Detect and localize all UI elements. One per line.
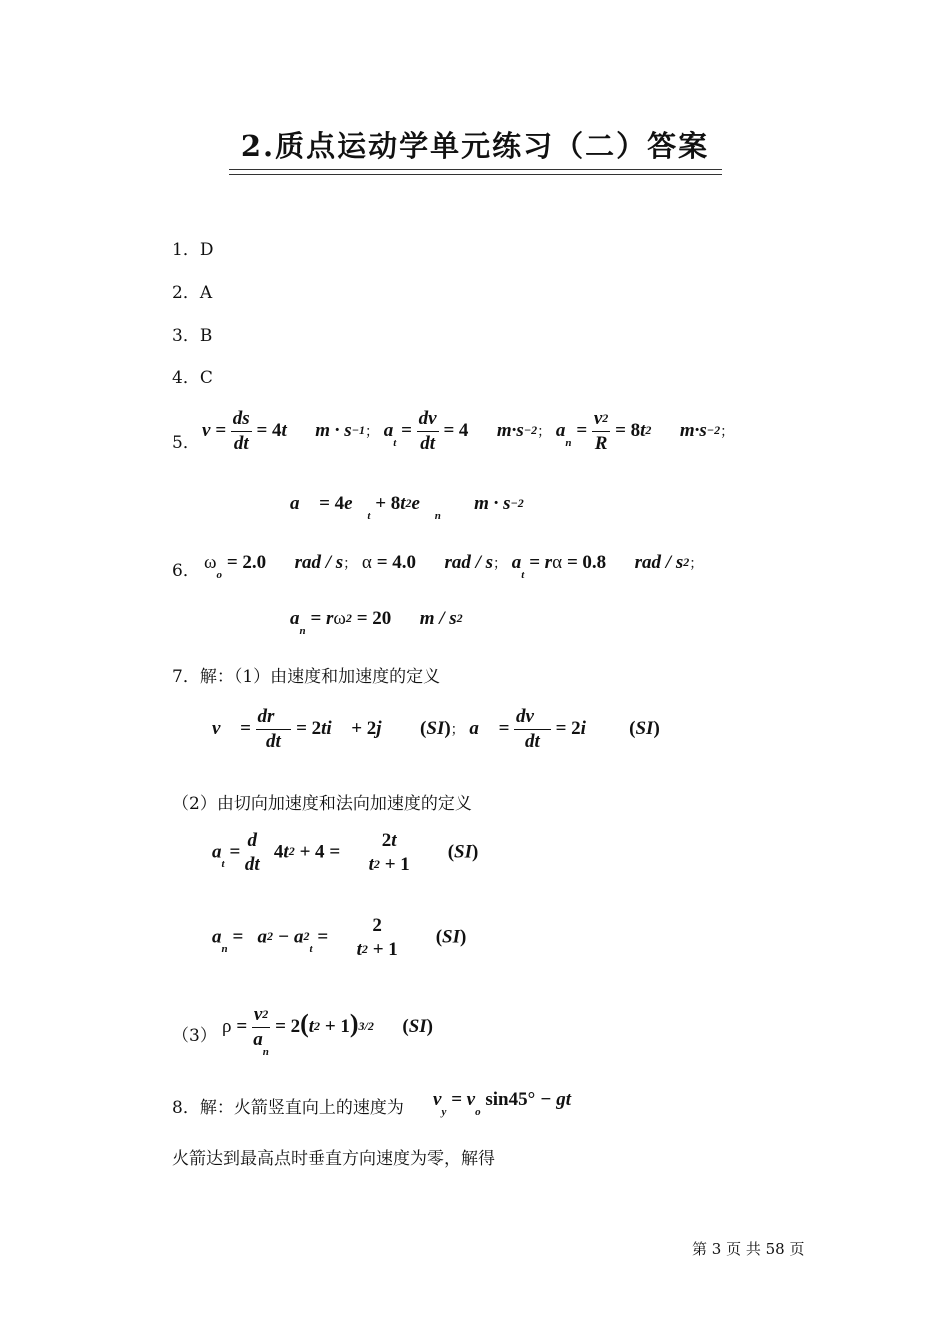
q8-formula-vy: $v_y = v_o$ sin45° − gt [433, 1089, 571, 1118]
answer-1: 1．D [172, 240, 214, 260]
q5-formula-line2: a⃗ = $4e⃗_t$ + $8t2e⃗_n$ m · s−2 [290, 493, 524, 522]
q7-intro: 7．解：（1）由速度和加速度的定义 [172, 667, 441, 687]
answer-2: 2．A [172, 283, 213, 303]
q7-part3-label: （3） [172, 1026, 217, 1046]
q7-formula-radius: ρ = $\frac{v2}{a_n}$ = 2(t2 + 1)3/2 (SI) [222, 1004, 433, 1058]
title-underline-top [229, 169, 722, 170]
page-title: 2.质点运动学单元练习（二）答案 [240, 129, 710, 163]
q8-intro: 8．解：火箭竖直向上的速度为 [172, 1098, 404, 1118]
q6-formula-line2: $a_n = r\omega 2 = 20$ m / s2 [290, 608, 463, 637]
page-footer: 第 3 页 共 58 页 [692, 1240, 805, 1258]
q6-formula-line1: $\omega_o = 2.0$ rad / s； α = 4.0 rad / s； $a_t = r\alpha = 0.8$ rad / s2； [204, 552, 704, 581]
q5-number: 5． [172, 433, 200, 453]
answer-4: 4．C [172, 368, 213, 388]
q7-part2-label: （2）由切向加速度和法向加速度的定义 [172, 794, 472, 814]
q6-number: 6． [172, 561, 200, 581]
q5-formula-line1: v = $\frac{ds}{dt}$ = 4t m · s−1； $a_t$ = $\frac{dv}{dt}$ = 4 m·s−2； $a_n$ = $\frac{v2}{R}$ = 8t2 m·s−2； [202, 408, 735, 454]
q7-formula-normal: $a_n = a2 - a2_t$ = 2 t2 + 1 (SI) [212, 915, 467, 960]
q8-line2: 火箭达到最高点时垂直方向速度为零，解得 [172, 1149, 495, 1169]
q7-formula-velocity-acceleration: v⃗ = $\frac{dr⃗}{dt}$ = 2ti⃗ + 2j⃗ (SI)； a⃗ = $\frac{dv⃗}{dt}$ = 2i⃗ (SI) [212, 706, 660, 752]
answer-3: 3．B [172, 326, 213, 346]
title-underline-bottom [229, 174, 722, 175]
q7-formula-tangential: $a_t$ = d dt 4t2 + 4 = 2t t2 + 1 (SI) [212, 830, 479, 875]
